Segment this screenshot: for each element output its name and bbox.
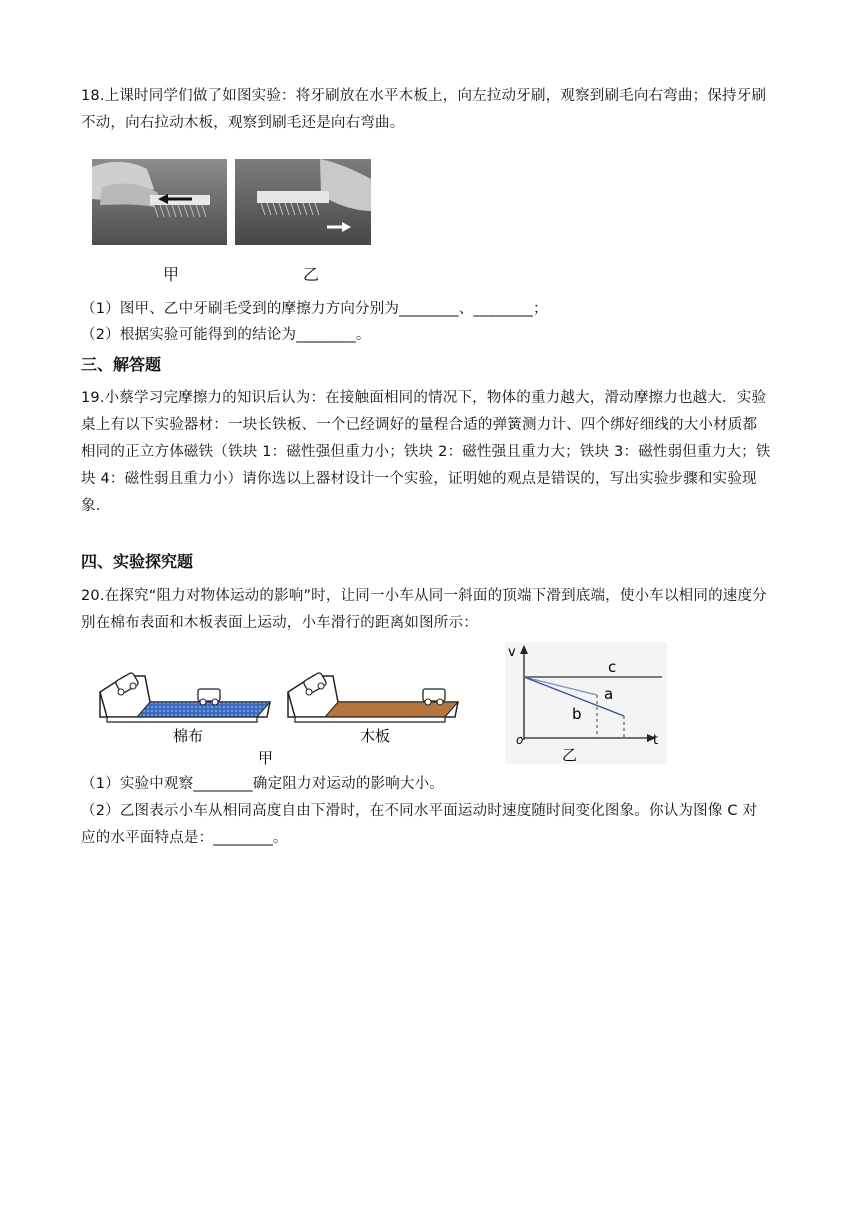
section-heading-3: 三、解答题 xyxy=(81,355,162,374)
q18-text-line2: 不动，向右拉动木板，观察到刷毛还是向右弯曲。 xyxy=(81,115,405,131)
figure-velocity-time-graph xyxy=(500,640,672,768)
q19-text-line1: 19.小蔡学习完摩擦力的知识后认为：在接触面相同的情况下，物体的重力越大，滑动摩擦力也越大．实验 xyxy=(81,390,767,406)
setup-wood-board xyxy=(288,672,458,722)
axis-label-t: t xyxy=(653,733,659,748)
q18-sub-question-2: （2）根据实验可能得到的结论为________。 xyxy=(81,327,371,343)
photo-caption-jia: 甲 xyxy=(163,265,180,284)
q20-text-line1: 20.在探究“阻力对物体运动的影响”时，让同一小车从同一斜面的顶端下滑到底端，使小车以相同的速度分 xyxy=(81,588,767,604)
q19-text-line5: 象． xyxy=(81,498,111,514)
q19-text-line4: 块 4：磁性弱且重力小）请你选以上器材设计一个实验，证明她的观点是错误的，写出实验步骤和实验现 xyxy=(81,471,757,487)
setup-cotton-cloth xyxy=(100,672,270,722)
label-wood-board: 木板 xyxy=(360,727,391,745)
graph-label-b: b xyxy=(572,705,582,723)
graph-label-c: c xyxy=(608,658,617,676)
q18-sub-question-1: （1）图甲、乙中牙刷毛受到的摩擦力方向分别为________、________； xyxy=(81,301,548,317)
q19-text-line3: 相同的正立方体磁铁（铁块 1：磁性强但重力小；铁块 2：磁性强且重力大；铁块 3：磁性弱但重力大；铁 xyxy=(81,444,771,460)
q20-sub-question-1: （1）实验中观察________确定阻力对运动的影响大小。 xyxy=(81,776,445,792)
figure-caption-jia: 甲 xyxy=(258,749,274,767)
photo-toothbrush-jia xyxy=(92,159,227,245)
photo-caption-yi: 乙 xyxy=(303,265,320,284)
axis-label-v: v xyxy=(508,645,516,660)
q20-sub-question-2-line1: （2）乙图表示小车从相同高度自由下滑时，在不同水平面运动时速度随时间变化图象。你认为图像 C 对 xyxy=(81,803,758,819)
label-cotton-cloth: 棉布 xyxy=(173,727,204,745)
photo-toothbrush-yi xyxy=(235,159,371,245)
section-heading-4: 四、实验探究题 xyxy=(81,552,194,571)
q19-text-line2: 桌上有以下实验器材：一块长铁板、一个已经调好的量程合适的弹簧测力计、四个绑好细线的大小材质都 xyxy=(81,417,758,433)
figure-incline-setups xyxy=(95,662,485,770)
graph-label-a: a xyxy=(604,685,614,703)
axis-origin: o xyxy=(516,733,524,747)
q18-text-line1: 18.上课时同学们做了如图实验：将牙刷放在水平木板上，向左拉动牙刷，观察到刷毛向右弯曲；保持牙刷 xyxy=(81,88,767,104)
graph-caption-yi: 乙 xyxy=(562,746,578,764)
q20-sub-question-2-line2: 应的水平面特点是：________。 xyxy=(81,830,288,846)
q20-text-line2: 别在棉布表面和木板表面上运动，小车滑行的距离如图所示： xyxy=(81,615,478,631)
